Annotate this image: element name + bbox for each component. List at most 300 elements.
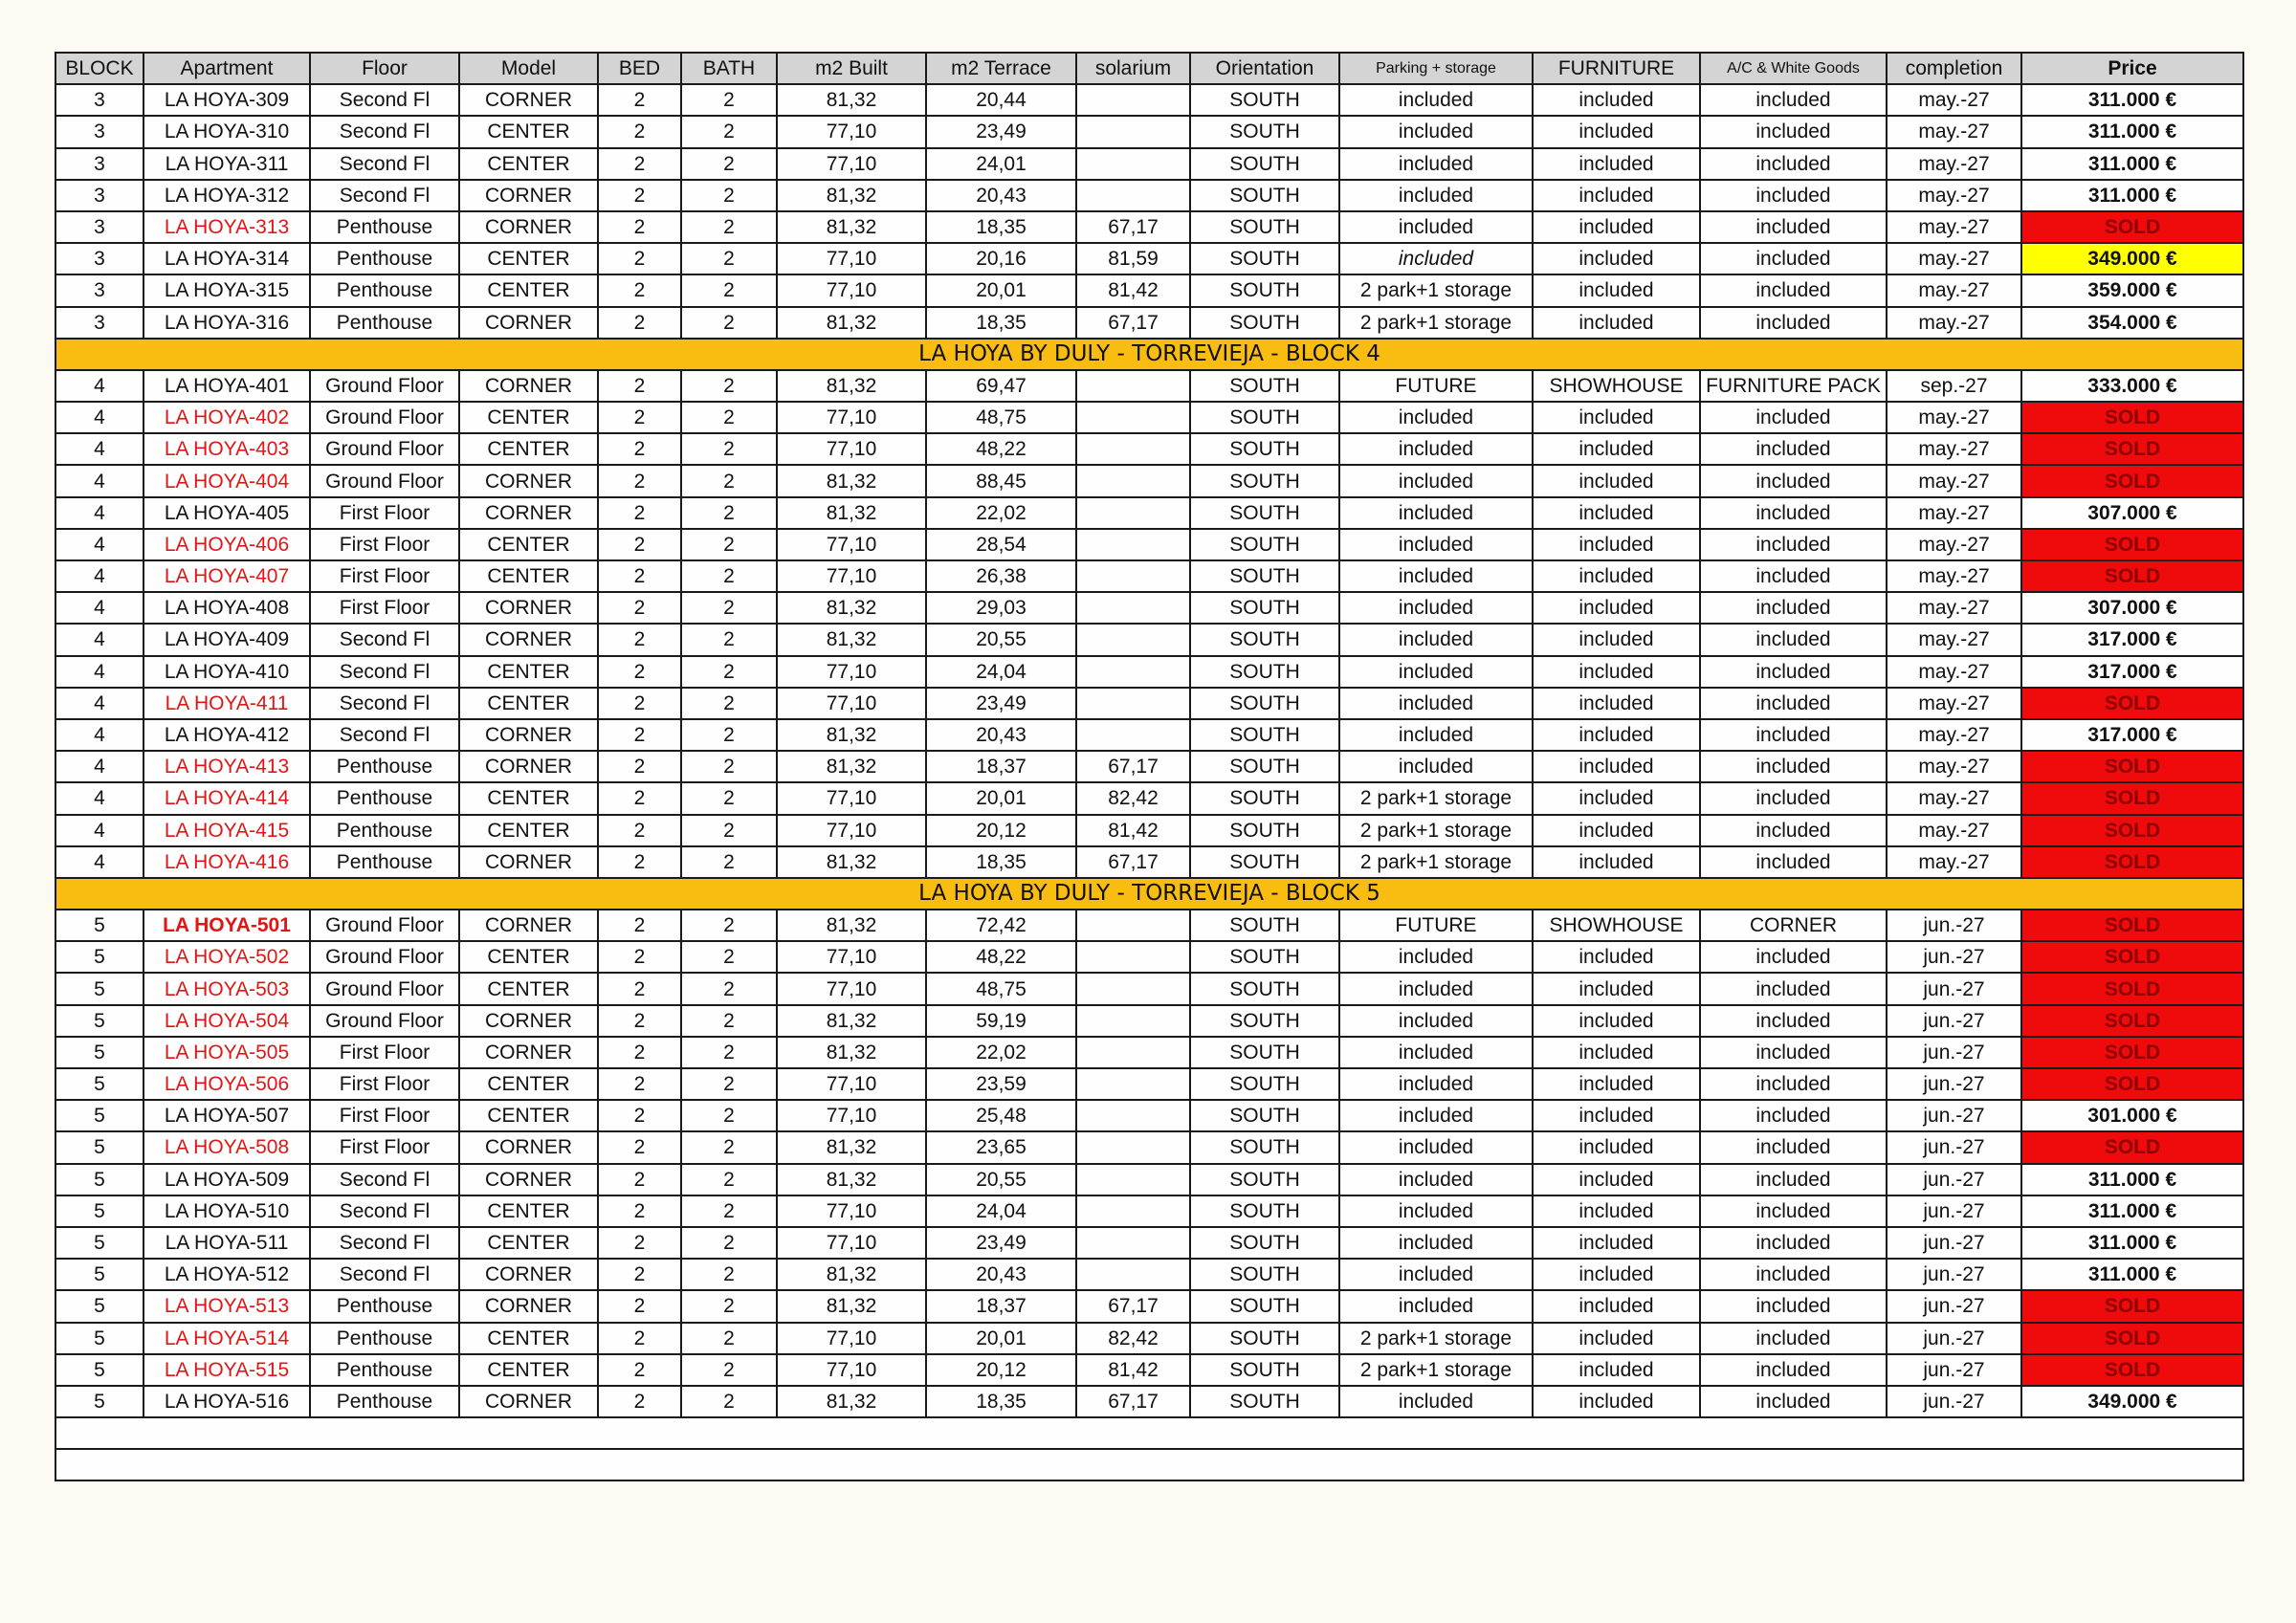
cell-block: 4	[55, 719, 144, 751]
cell-m2-built: 81,32	[777, 1131, 926, 1163]
cell-orientation: SOUTH	[1190, 1100, 1339, 1131]
cell-m2-built: 81,32	[777, 1037, 926, 1068]
cell-model: CENTER	[459, 1227, 598, 1259]
cell-m2-terrace: 20,01	[926, 1323, 1076, 1354]
cell-orientation: SOUTH	[1190, 688, 1339, 719]
table-row	[55, 846, 2243, 878]
cell-block: 3	[55, 211, 144, 243]
header-price: Price	[2021, 53, 2243, 84]
cell-block: 5	[55, 1195, 144, 1227]
cell-floor: Penthouse	[310, 274, 459, 306]
cell-furniture: included	[1533, 1005, 1700, 1037]
cell-parking: 2 park+1 storage	[1339, 815, 1533, 846]
cell-block: 5	[55, 1354, 144, 1386]
cell-apartment: LA HOYA-309	[144, 84, 310, 116]
cell-m2-built: 77,10	[777, 1323, 926, 1354]
table-row	[55, 1323, 2243, 1354]
cell-price: 311.000 €	[2021, 148, 2243, 180]
table-row	[55, 656, 2243, 688]
cell-apartment: LA HOYA-401	[144, 370, 310, 402]
cell-apartment: LA HOYA-405	[144, 497, 310, 529]
table-row	[55, 148, 2243, 180]
cell-m2-terrace: 23,49	[926, 1227, 1076, 1259]
cell-model: CORNER	[459, 1290, 598, 1322]
cell-apartment: LA HOYA-503	[144, 973, 310, 1004]
cell-furniture: included	[1533, 243, 1700, 274]
cell-price: 317.000 €	[2021, 624, 2243, 655]
cell-model: CENTER	[459, 941, 598, 973]
cell-m2-terrace: 48,22	[926, 941, 1076, 973]
table-row	[55, 719, 2243, 751]
cell-block: 5	[55, 1100, 144, 1131]
cell-completion: may.-27	[1887, 497, 2021, 529]
cell-orientation: SOUTH	[1190, 656, 1339, 688]
table-row	[55, 1100, 2243, 1131]
cell-bed: 2	[598, 1131, 681, 1163]
cell-parking: 2 park+1 storage	[1339, 1323, 1533, 1354]
header-orientation: Orientation	[1190, 53, 1339, 84]
cell-completion: jun.-27	[1887, 1037, 2021, 1068]
cell-bed: 2	[598, 1227, 681, 1259]
cell-completion: may.-27	[1887, 624, 2021, 655]
cell-price: 333.000 €	[2021, 370, 2243, 402]
cell-orientation: SOUTH	[1190, 1005, 1339, 1037]
cell-bed: 2	[598, 370, 681, 402]
cell-m2-terrace: 26,38	[926, 560, 1076, 592]
cell-apartment: LA HOYA-514	[144, 1323, 310, 1354]
cell-solarium: 67,17	[1076, 1290, 1190, 1322]
cell-bath: 2	[681, 656, 777, 688]
cell-completion: jun.-27	[1887, 1227, 2021, 1259]
cell-ac-white-goods: included	[1700, 846, 1887, 878]
cell-apartment: LA HOYA-406	[144, 529, 310, 560]
table-row	[55, 274, 2243, 306]
cell-ac-white-goods: included	[1700, 84, 1887, 116]
cell-bath: 2	[681, 243, 777, 274]
cell-price: SOLD	[2021, 1354, 2243, 1386]
cell-completion: jun.-27	[1887, 1290, 2021, 1322]
header-solarium: solarium	[1076, 53, 1190, 84]
cell-price: SOLD	[2021, 529, 2243, 560]
cell-price: SOLD	[2021, 560, 2243, 592]
cell-ac-white-goods: included	[1700, 243, 1887, 274]
cell-solarium	[1076, 1164, 1190, 1195]
cell-ac-white-goods: included	[1700, 211, 1887, 243]
section-header-row	[55, 878, 2243, 910]
cell-solarium	[1076, 84, 1190, 116]
cell-bath: 2	[681, 560, 777, 592]
cell-m2-terrace: 20,55	[926, 1164, 1076, 1195]
cell-orientation: SOUTH	[1190, 846, 1339, 878]
cell-model: CENTER	[459, 243, 598, 274]
cell-completion: may.-27	[1887, 307, 2021, 339]
cell-block: 4	[55, 497, 144, 529]
cell-block: 5	[55, 1386, 144, 1417]
cell-price: SOLD	[2021, 910, 2243, 941]
cell-furniture: included	[1533, 465, 1700, 496]
cell-block: 4	[55, 560, 144, 592]
cell-m2-terrace: 20,12	[926, 815, 1076, 846]
cell-ac-white-goods: included	[1700, 688, 1887, 719]
cell-orientation: SOUTH	[1190, 1259, 1339, 1290]
cell-orientation: SOUTH	[1190, 624, 1339, 655]
cell-price: SOLD	[2021, 846, 2243, 878]
empty-row	[55, 1449, 2243, 1480]
cell-parking: included	[1339, 180, 1533, 211]
cell-ac-white-goods: included	[1700, 307, 1887, 339]
cell-floor: Second Fl	[310, 1227, 459, 1259]
cell-bath: 2	[681, 116, 777, 147]
cell-m2-terrace: 23,59	[926, 1068, 1076, 1100]
cell-m2-terrace: 24,01	[926, 148, 1076, 180]
cell-bed: 2	[598, 1005, 681, 1037]
cell-price: SOLD	[2021, 782, 2243, 814]
cell-m2-built: 81,32	[777, 370, 926, 402]
cell-model: CORNER	[459, 465, 598, 496]
table-row	[55, 560, 2243, 592]
cell-ac-white-goods: included	[1700, 815, 1887, 846]
cell-orientation: SOUTH	[1190, 719, 1339, 751]
cell-floor: Penthouse	[310, 751, 459, 782]
cell-m2-built: 77,10	[777, 274, 926, 306]
cell-bed: 2	[598, 910, 681, 941]
cell-m2-built: 81,32	[777, 1164, 926, 1195]
cell-m2-terrace: 18,35	[926, 1386, 1076, 1417]
table-row	[55, 941, 2243, 973]
cell-bed: 2	[598, 1164, 681, 1195]
cell-block: 4	[55, 782, 144, 814]
cell-orientation: SOUTH	[1190, 148, 1339, 180]
cell-bath: 2	[681, 148, 777, 180]
cell-completion: may.-27	[1887, 274, 2021, 306]
cell-parking: included	[1339, 560, 1533, 592]
cell-bed: 2	[598, 1037, 681, 1068]
cell-bath: 2	[681, 592, 777, 624]
cell-block: 5	[55, 1131, 144, 1163]
table-body	[55, 84, 2243, 1480]
cell-model: CENTER	[459, 656, 598, 688]
cell-model: CORNER	[459, 1164, 598, 1195]
cell-ac-white-goods: included	[1700, 1290, 1887, 1322]
cell-bath: 2	[681, 1195, 777, 1227]
cell-floor: Ground Floor	[310, 402, 459, 433]
cell-furniture: included	[1533, 941, 1700, 973]
cell-m2-terrace: 23,49	[926, 116, 1076, 147]
table-row	[55, 1131, 2243, 1163]
cell-bath: 2	[681, 1259, 777, 1290]
cell-bath: 2	[681, 751, 777, 782]
cell-completion: jun.-27	[1887, 1164, 2021, 1195]
cell-block: 4	[55, 370, 144, 402]
header-row	[55, 53, 2243, 84]
cell-furniture: included	[1533, 433, 1700, 465]
cell-solarium	[1076, 1037, 1190, 1068]
cell-bed: 2	[598, 1100, 681, 1131]
cell-ac-white-goods: included	[1700, 116, 1887, 147]
table-row	[55, 1195, 2243, 1227]
cell-solarium	[1076, 688, 1190, 719]
cell-orientation: SOUTH	[1190, 592, 1339, 624]
cell-orientation: SOUTH	[1190, 1068, 1339, 1100]
cell-furniture: included	[1533, 688, 1700, 719]
cell-bed: 2	[598, 402, 681, 433]
cell-bed: 2	[598, 243, 681, 274]
cell-parking: included	[1339, 1227, 1533, 1259]
table-row	[55, 1005, 2243, 1037]
cell-m2-built: 77,10	[777, 782, 926, 814]
cell-furniture: included	[1533, 307, 1700, 339]
cell-price: SOLD	[2021, 1131, 2243, 1163]
table-row	[55, 84, 2243, 116]
cell-completion: jun.-27	[1887, 1354, 2021, 1386]
section-title: LA HOYA BY DULY - TORREVIEJA - BLOCK 4	[55, 339, 2243, 370]
cell-ac-white-goods: included	[1700, 1195, 1887, 1227]
cell-furniture: included	[1533, 1037, 1700, 1068]
cell-price: 307.000 €	[2021, 592, 2243, 624]
cell-completion: may.-27	[1887, 84, 2021, 116]
cell-completion: may.-27	[1887, 719, 2021, 751]
cell-floor: First Floor	[310, 1100, 459, 1131]
cell-apartment: LA HOYA-415	[144, 815, 310, 846]
cell-m2-built: 77,10	[777, 1227, 926, 1259]
cell-furniture: included	[1533, 560, 1700, 592]
cell-price: 317.000 €	[2021, 656, 2243, 688]
cell-m2-built: 81,32	[777, 846, 926, 878]
cell-model: CORNER	[459, 211, 598, 243]
cell-price: 317.000 €	[2021, 719, 2243, 751]
cell-price: SOLD	[2021, 1290, 2243, 1322]
cell-orientation: SOUTH	[1190, 84, 1339, 116]
cell-furniture: included	[1533, 1227, 1700, 1259]
cell-bed: 2	[598, 465, 681, 496]
cell-furniture: included	[1533, 1354, 1700, 1386]
cell-m2-built: 77,10	[777, 560, 926, 592]
cell-orientation: SOUTH	[1190, 815, 1339, 846]
cell-m2-terrace: 18,35	[926, 846, 1076, 878]
cell-furniture: included	[1533, 719, 1700, 751]
cell-ac-white-goods: FURNITURE PACK	[1700, 370, 1887, 402]
cell-bath: 2	[681, 910, 777, 941]
cell-parking: 2 park+1 storage	[1339, 846, 1533, 878]
cell-ac-white-goods: included	[1700, 973, 1887, 1004]
cell-ac-white-goods: included	[1700, 433, 1887, 465]
cell-apartment: LA HOYA-501	[144, 910, 310, 941]
cell-m2-built: 77,10	[777, 1100, 926, 1131]
table-row	[55, 592, 2243, 624]
cell-model: CORNER	[459, 370, 598, 402]
cell-floor: Second Fl	[310, 116, 459, 147]
cell-bath: 2	[681, 84, 777, 116]
cell-model: CORNER	[459, 846, 598, 878]
cell-furniture: included	[1533, 815, 1700, 846]
cell-floor: Penthouse	[310, 211, 459, 243]
cell-apartment: LA HOYA-409	[144, 624, 310, 655]
cell-parking: included	[1339, 433, 1533, 465]
cell-bath: 2	[681, 1290, 777, 1322]
table-row	[55, 1354, 2243, 1386]
cell-solarium	[1076, 1100, 1190, 1131]
cell-apartment: LA HOYA-516	[144, 1386, 310, 1417]
cell-floor: First Floor	[310, 1068, 459, 1100]
cell-parking: included	[1339, 1037, 1533, 1068]
cell-price: SOLD	[2021, 211, 2243, 243]
cell-bath: 2	[681, 1005, 777, 1037]
cell-price: SOLD	[2021, 815, 2243, 846]
cell-bath: 2	[681, 1100, 777, 1131]
cell-solarium	[1076, 1068, 1190, 1100]
cell-bed: 2	[598, 782, 681, 814]
cell-ac-white-goods: included	[1700, 1323, 1887, 1354]
cell-solarium	[1076, 910, 1190, 941]
cell-ac-white-goods: included	[1700, 1164, 1887, 1195]
table-row	[55, 1259, 2243, 1290]
cell-price: SOLD	[2021, 1005, 2243, 1037]
cell-orientation: SOUTH	[1190, 751, 1339, 782]
cell-furniture: included	[1533, 656, 1700, 688]
cell-m2-terrace: 24,04	[926, 1195, 1076, 1227]
cell-bed: 2	[598, 624, 681, 655]
cell-model: CENTER	[459, 782, 598, 814]
cell-completion: may.-27	[1887, 148, 2021, 180]
cell-floor: Penthouse	[310, 1354, 459, 1386]
cell-floor: Second Fl	[310, 688, 459, 719]
cell-m2-terrace: 24,04	[926, 656, 1076, 688]
cell-block: 3	[55, 116, 144, 147]
cell-model: CENTER	[459, 1100, 598, 1131]
cell-m2-terrace: 48,75	[926, 973, 1076, 1004]
cell-completion: may.-27	[1887, 560, 2021, 592]
cell-ac-white-goods: CORNER	[1700, 910, 1887, 941]
cell-parking: included	[1339, 719, 1533, 751]
cell-bath: 2	[681, 180, 777, 211]
cell-bed: 2	[598, 688, 681, 719]
cell-apartment: LA HOYA-509	[144, 1164, 310, 1195]
cell-price: 311.000 €	[2021, 180, 2243, 211]
table-row	[55, 211, 2243, 243]
cell-model: CORNER	[459, 1131, 598, 1163]
cell-price: 311.000 €	[2021, 1259, 2243, 1290]
cell-block: 5	[55, 1323, 144, 1354]
cell-ac-white-goods: included	[1700, 624, 1887, 655]
cell-orientation: SOUTH	[1190, 973, 1339, 1004]
cell-bed: 2	[598, 941, 681, 973]
cell-apartment: LA HOYA-412	[144, 719, 310, 751]
cell-bath: 2	[681, 497, 777, 529]
cell-m2-terrace: 72,42	[926, 910, 1076, 941]
cell-block: 5	[55, 910, 144, 941]
cell-apartment: LA HOYA-416	[144, 846, 310, 878]
cell-bath: 2	[681, 719, 777, 751]
cell-price: 311.000 €	[2021, 1164, 2243, 1195]
cell-parking: FUTURE	[1339, 370, 1533, 402]
cell-bed: 2	[598, 1259, 681, 1290]
table-row	[55, 1227, 2243, 1259]
cell-solarium: 81,59	[1076, 243, 1190, 274]
cell-model: CORNER	[459, 910, 598, 941]
cell-ac-white-goods: included	[1700, 782, 1887, 814]
cell-ac-white-goods: included	[1700, 941, 1887, 973]
cell-m2-terrace: 28,54	[926, 529, 1076, 560]
table-row	[55, 1037, 2243, 1068]
cell-furniture: SHOWHOUSE	[1533, 910, 1700, 941]
cell-ac-white-goods: included	[1700, 180, 1887, 211]
cell-block: 5	[55, 973, 144, 1004]
cell-completion: may.-27	[1887, 688, 2021, 719]
cell-solarium	[1076, 433, 1190, 465]
cell-model: CORNER	[459, 624, 598, 655]
cell-model: CENTER	[459, 973, 598, 1004]
cell-apartment: LA HOYA-315	[144, 274, 310, 306]
cell-apartment: LA HOYA-410	[144, 656, 310, 688]
cell-parking: included	[1339, 529, 1533, 560]
cell-apartment: LA HOYA-310	[144, 116, 310, 147]
cell-bath: 2	[681, 973, 777, 1004]
cell-m2-built: 81,32	[777, 497, 926, 529]
cell-floor: Ground Floor	[310, 910, 459, 941]
cell-solarium	[1076, 973, 1190, 1004]
cell-model: CORNER	[459, 1005, 598, 1037]
cell-bed: 2	[598, 307, 681, 339]
cell-orientation: SOUTH	[1190, 1290, 1339, 1322]
cell-m2-built: 81,32	[777, 1005, 926, 1037]
cell-ac-white-goods: included	[1700, 465, 1887, 496]
table-row	[55, 782, 2243, 814]
section-header-row	[55, 339, 2243, 370]
cell-apartment: LA HOYA-313	[144, 211, 310, 243]
cell-floor: First Floor	[310, 1131, 459, 1163]
cell-m2-built: 77,10	[777, 1354, 926, 1386]
cell-floor: Second Fl	[310, 624, 459, 655]
cell-m2-terrace: 25,48	[926, 1100, 1076, 1131]
cell-solarium	[1076, 1131, 1190, 1163]
cell-furniture: included	[1533, 1100, 1700, 1131]
cell-price: 311.000 €	[2021, 116, 2243, 147]
cell-ac-white-goods: included	[1700, 1354, 1887, 1386]
cell-furniture: included	[1533, 846, 1700, 878]
cell-ac-white-goods: included	[1700, 148, 1887, 180]
cell-floor: Second Fl	[310, 1164, 459, 1195]
cell-ac-white-goods: included	[1700, 1131, 1887, 1163]
cell-m2-built: 77,10	[777, 1068, 926, 1100]
cell-parking: included	[1339, 211, 1533, 243]
cell-apartment: LA HOYA-402	[144, 402, 310, 433]
cell-m2-built: 81,32	[777, 465, 926, 496]
cell-block: 5	[55, 1068, 144, 1100]
cell-parking: included	[1339, 941, 1533, 973]
cell-apartment: LA HOYA-506	[144, 1068, 310, 1100]
cell-price: SOLD	[2021, 751, 2243, 782]
cell-m2-built: 81,32	[777, 751, 926, 782]
cell-completion: may.-27	[1887, 592, 2021, 624]
cell-floor: Penthouse	[310, 1323, 459, 1354]
cell-m2-built: 77,10	[777, 433, 926, 465]
cell-bath: 2	[681, 1068, 777, 1100]
cell-bath: 2	[681, 274, 777, 306]
cell-bed: 2	[598, 84, 681, 116]
cell-price: SOLD	[2021, 1068, 2243, 1100]
cell-apartment: LA HOYA-411	[144, 688, 310, 719]
cell-block: 5	[55, 941, 144, 973]
cell-parking: included	[1339, 751, 1533, 782]
cell-model: CORNER	[459, 592, 598, 624]
cell-price: 349.000 €	[2021, 1386, 2243, 1417]
cell-completion: sep.-27	[1887, 370, 2021, 402]
cell-bed: 2	[598, 751, 681, 782]
cell-bath: 2	[681, 211, 777, 243]
cell-model: CENTER	[459, 1354, 598, 1386]
cell-floor: Second Fl	[310, 1195, 459, 1227]
cell-completion: may.-27	[1887, 433, 2021, 465]
